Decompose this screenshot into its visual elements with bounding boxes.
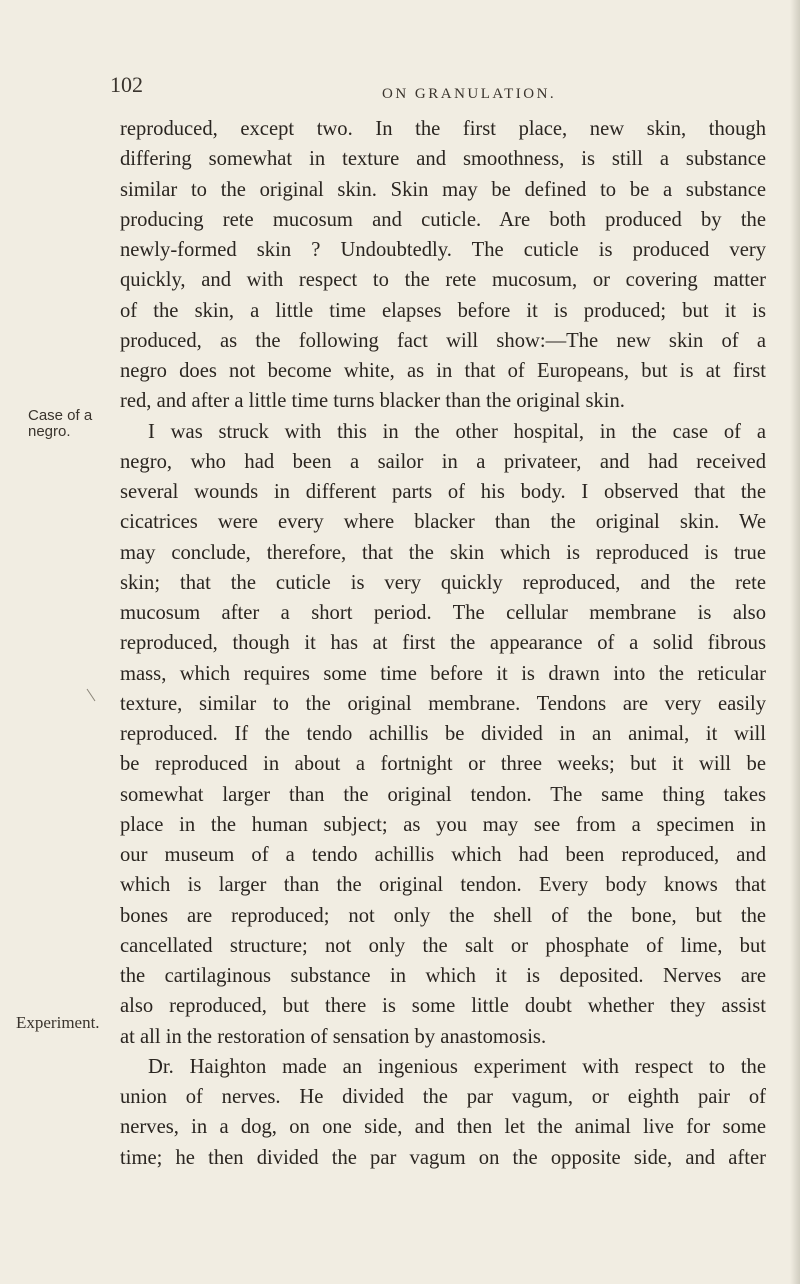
text-line: skin; that the cuticle is very quickly reproduced, and the rete	[120, 571, 766, 594]
text-line: the cartilaginous substance in which it is deposited. Nerves are	[120, 965, 766, 987]
text-line: may conclude, therefore, that the skin which is reproduced is true	[120, 541, 766, 564]
text-line: union of nerves. He divided the par vagum, or eighth pair of	[120, 1086, 766, 1108]
body-text	[120, 114, 766, 1173]
text-line: place in the human subject; as you may see from a specimen in	[120, 813, 766, 836]
text-line: mucosum after a short period. The cellular membrane is also	[120, 602, 766, 624]
text-line: several wounds in different parts of his body. I observed that the	[120, 481, 766, 503]
page-number: 102	[110, 72, 143, 97]
text-line: produced, as the following fact will show:—The new skin of a	[120, 329, 766, 352]
text-line: negro, who had been a sailor in a privateer, and had received	[120, 450, 766, 473]
running-head: ON GRANULATION.	[382, 86, 557, 102]
text-line: producing rete mucosum and cuticle. Are both produced by the	[120, 208, 766, 231]
margin-note-line: negro.	[28, 423, 71, 440]
text-line: be reproduced in about a fortnight or three weeks; but it will be	[120, 753, 766, 776]
pencil-mark	[86, 688, 96, 702]
text-line: differing somewhat in texture and smoothness, is still a substance	[120, 148, 766, 171]
text-line: nerves, in a dog, on one side, and then let the animal live for some	[120, 1116, 766, 1139]
text-line: texture, similar to the original membrane. Tendons are very easily	[120, 692, 766, 715]
text-line: similar to the original skin. Skin may be defined to be a substance	[120, 178, 766, 201]
text-line: our museum of a tendo achillis which had been reproduced, and	[120, 844, 766, 866]
text-line: which is larger than the original tendon. Every body knows that	[120, 874, 766, 897]
text-line: red, and after a little time turns blacker than the original skin.	[120, 390, 625, 413]
text-line: I was struck with this in the other hospital, in the case of a	[148, 420, 766, 443]
text-line: quickly, and with respect to the rete mucosum, or covering matter	[120, 269, 766, 292]
margin-note-experiment: Experiment.	[16, 1013, 100, 1032]
text-line: negro does not become white, as in that of Europeans, but is at first	[120, 360, 766, 382]
text-line: cancellated structure; not only the salt or phosphate of lime, but	[120, 934, 766, 957]
text-line: Dr. Haighton made an ingenious experiment with respect to the	[148, 1055, 766, 1078]
text-line: somewhat larger than the original tendon. The same thing takes	[120, 783, 766, 806]
text-line: reproduced, except two. In the first place, new skin, though	[120, 118, 766, 140]
page-edge-shadow	[790, 0, 800, 1284]
text-line: time; he then divided the par vagum on the opposite side, and after	[120, 1146, 766, 1169]
text-line: reproduced. If the tendo achillis be divided in an animal, it will	[120, 723, 766, 745]
text-line: bones are reproduced; not only the shell of the bone, but the	[120, 904, 766, 927]
text-line: reproduced, though it has at first the appearance of a solid fibrous	[120, 632, 766, 655]
text-line: mass, which requires some time before it is drawn into the reticular	[120, 662, 766, 685]
margin-note-line: Case of a	[28, 407, 93, 424]
margin-note-case-of-negro	[28, 408, 92, 440]
text-line: of the skin, a little time elapses before it is produced; but it is	[120, 299, 766, 322]
text-line: newly-formed skin ? Undoubtedly. The cuticle is produced very	[120, 239, 766, 261]
text-line: cicatrices were every where blacker than the original skin. We	[120, 511, 766, 534]
text-line: also reproduced, but there is some little doubt whether they assist	[120, 995, 766, 1018]
text-line: at all in the restoration of sensation by anastomosis.	[120, 1025, 547, 1048]
